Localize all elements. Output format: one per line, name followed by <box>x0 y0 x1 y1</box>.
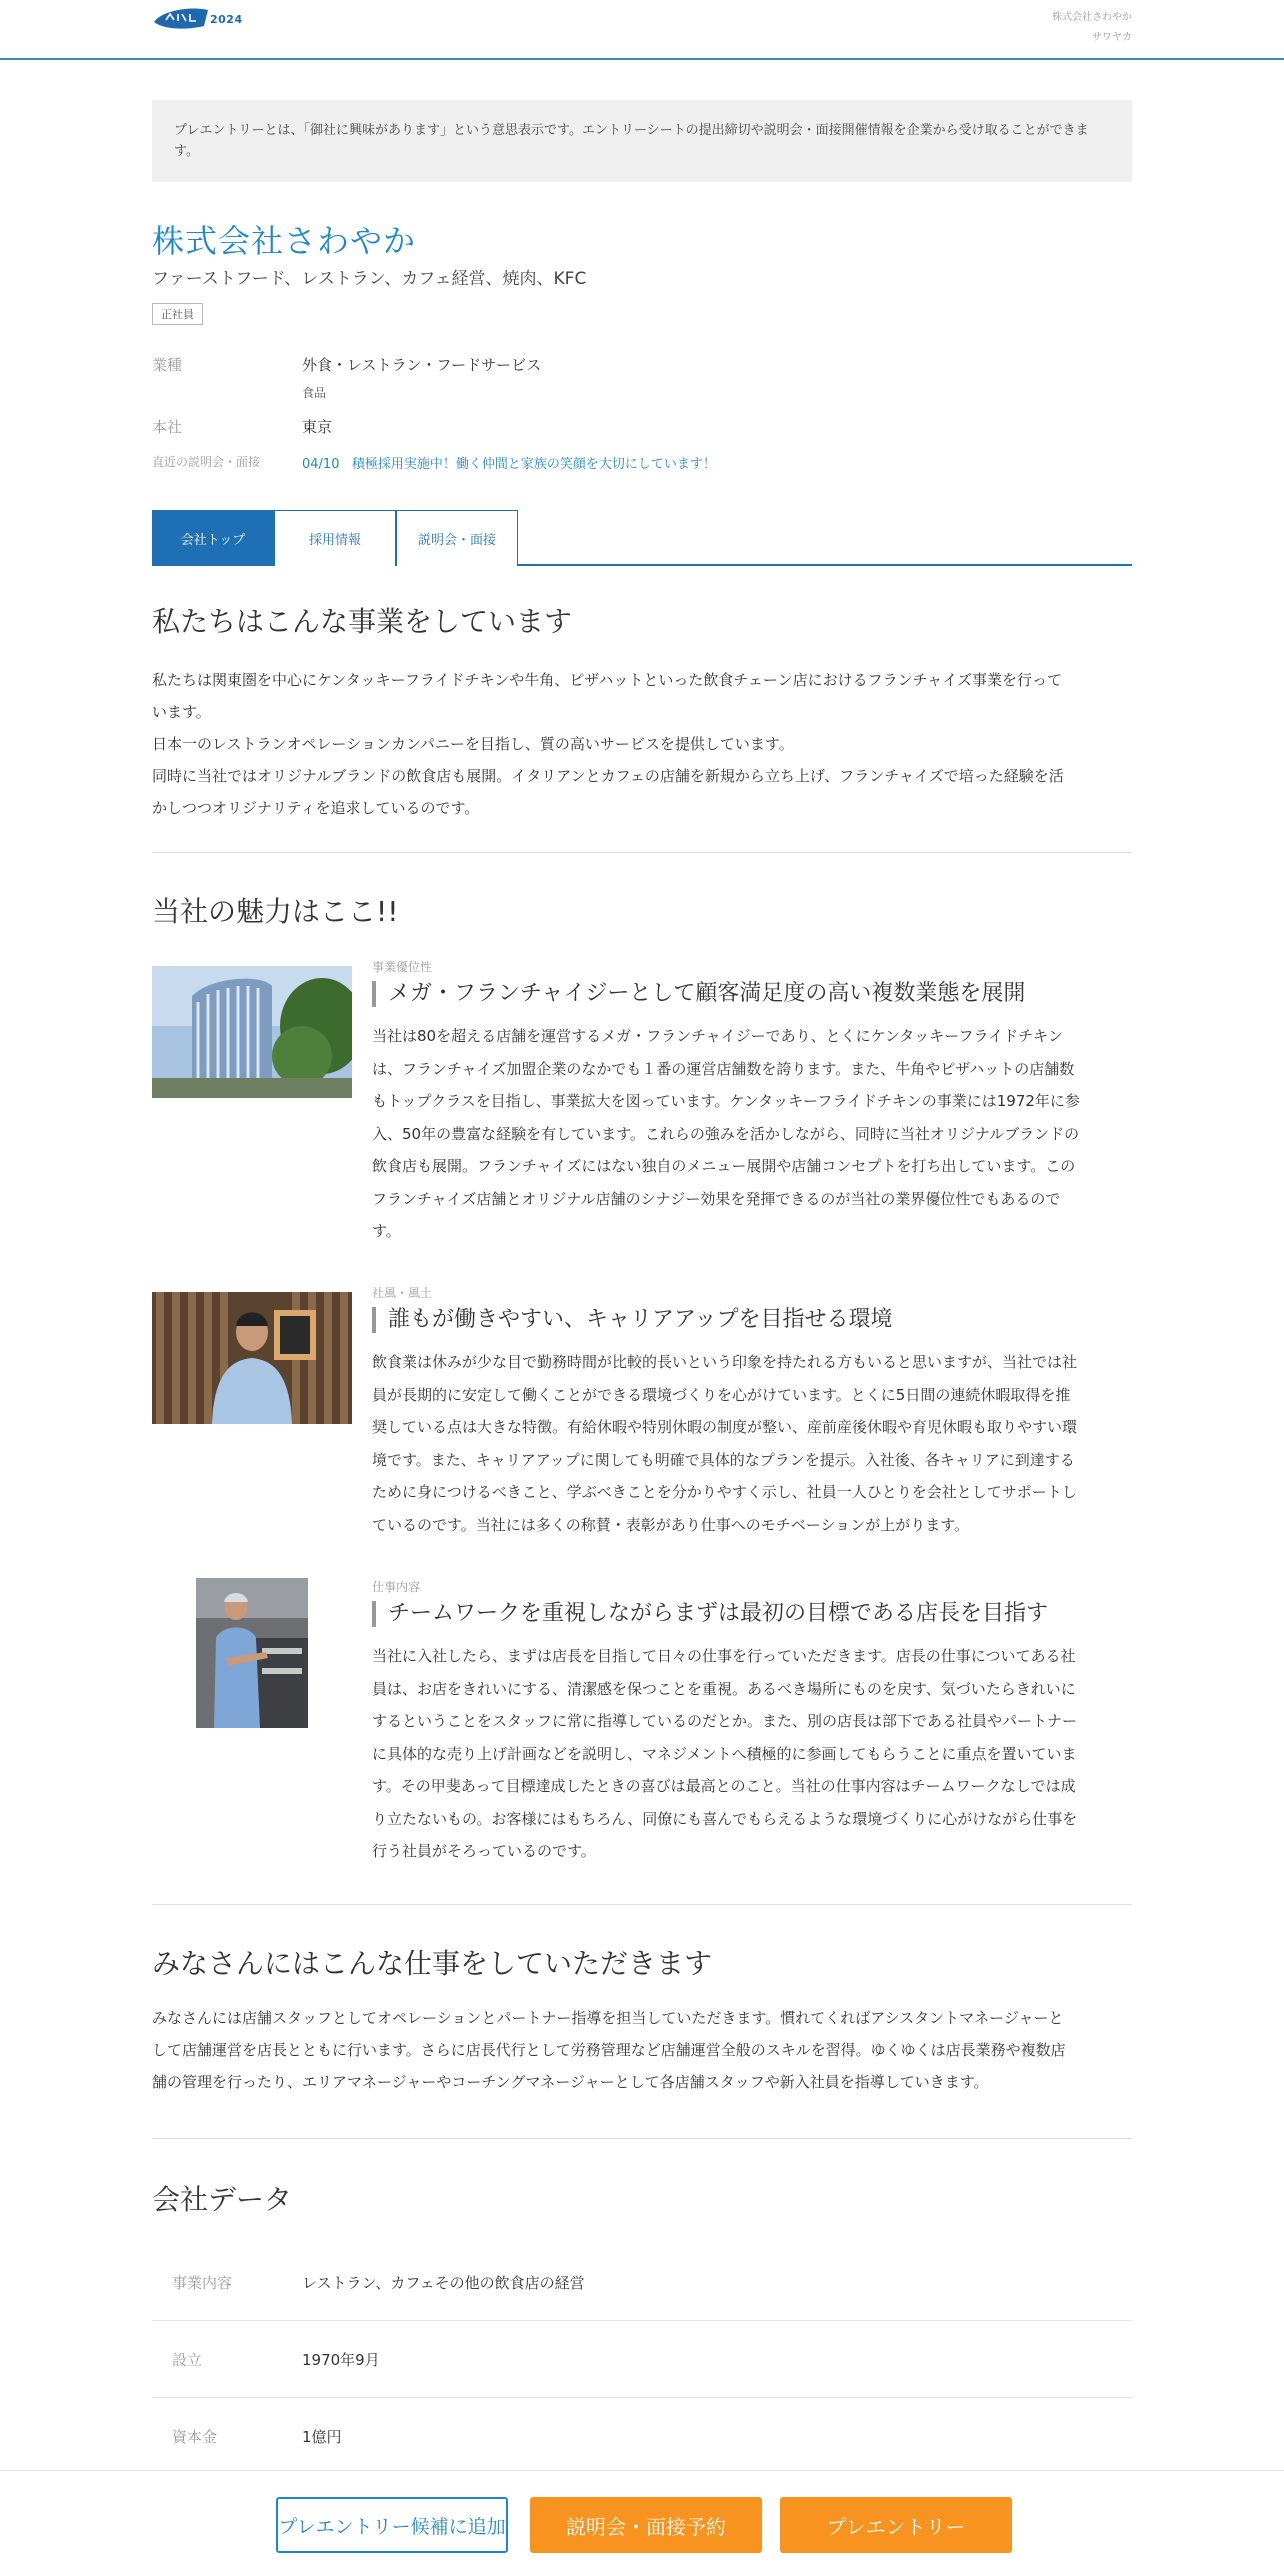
company-data-row <box>152 2244 1132 2321</box>
appeal-title: 当社の魅力はここ!! <box>152 895 399 928</box>
section-divider <box>152 852 1132 853</box>
pre-entry-button[interactable]: プレエントリー <box>780 2497 1012 2553</box>
business-text: 私たちは関東圏を中心にケンタッキーフライドチキンや牛角、ピザハットといった飲食チェーン店におけるフランチャイズ事業を行って います。 日本一のレストランオペレーションカンパニーを目指し、質の高いサービスを提供しています。 同時に当社ではオリジナルブランドの飲食店も展開。イタリアンとカフェの店舗を新規から立ち上げ、フランチャイズで培った経験を活 かしつつオリジナリティを追求しているのです。 <box>152 671 1064 817</box>
event-label: 直近の説明会・面接 <box>152 455 261 469</box>
appeal-category: 事業優位性 <box>372 960 433 974</box>
work-title: みなさんにはこんな仕事をしていただきます <box>152 1947 713 1980</box>
appeal-category: 仕事内容 <box>372 1580 421 1594</box>
logo-year: 2024 <box>210 13 243 26</box>
kitchen-staff-photo <box>196 1578 308 1728</box>
company-name: 株式会社さわやか <box>152 222 417 260</box>
company-tabs <box>152 510 1132 566</box>
business-title: 私たちはこんな事業をしています <box>152 605 573 638</box>
header-company-info <box>1052 8 1132 48</box>
company-data-title: 会社データ <box>152 2183 293 2216</box>
appeal-category: 社風・風土 <box>372 1286 433 1300</box>
data-value: 1970年9月 <box>302 2351 380 2369</box>
appeal-item-body: 当社は80を超える店舗を運営するメガ・フランチャイジーであり、とくにケンタッキーフライドチキン は、フランチャイズ加盟企業のなかでも１番の運営店舗数を誇ります。また、牛角やピザハットの店舗数 もトップクラスを目指し、事業拡大を図っています。ケンタッキーフライドチキンの事業には1972年に参 入、50年の豊富な経験を有しています。これらの強みを活かしながら、同時に当社オリジナルブランドの 飲食店も展開。フランチャイズにはない独自のメニュー展開や店舗コンセプトを打ち出しています。この フランチャイズ店舗とオリジナル店舗のシナジー効果を発揮できるのが当社の業界優位性でもあるので す。 <box>372 1027 1080 1240</box>
reserve-seminar-button[interactable]: 説明会・面接予約 <box>530 2497 762 2553</box>
staff-portrait-photo <box>152 1292 352 1424</box>
data-value: 1億円 <box>302 2428 342 2446</box>
hq-label: 本社 <box>152 418 183 436</box>
header-company-name: 株式会社さわやか <box>1052 12 1132 23</box>
rikunabi-logo[interactable] <box>152 4 298 32</box>
data-label: 事業内容 <box>172 2274 233 2292</box>
hq-value: 東京 <box>302 418 333 436</box>
section-divider <box>152 2138 1132 2139</box>
company-subtitle: ファーストフード、レストラン、カフェ経営、焼肉、KFC <box>152 269 587 289</box>
event-link[interactable] <box>302 453 716 472</box>
appeal-item-title: 誰もが働きやすい、キャリアアップを目指せる環境 <box>372 1307 892 1333</box>
employment-badge: 正社員 <box>152 303 203 325</box>
section-divider <box>152 1904 1132 1905</box>
tab-seminar-interview[interactable]: 説明会・面接 <box>396 510 518 566</box>
company-data-row <box>152 2321 1132 2398</box>
work-text: みなさんには店舗スタッフとしてオペレーションとパートナー指導を担当していただきます。慣れてくればアシスタントマネージャーと して店舗運営を店長とともに行います。さらに店長代行として労務管理など店舗運営全般のスキルを習得。ゆくゆくは店長業務や複数店 舗の管理を行ったり、エリアマネージャーやコーチングマネージャーとして各店舗スタッフや新入社員を指導していきます。 <box>152 2009 1066 2091</box>
data-value: レストラン、カフェその他の飲食店の経営 <box>302 2274 585 2292</box>
pre-entry-notice: プレエントリーとは、「御社に興味があります」という意思表示です。エントリーシートの提出締切や説明会・面接開催情報を企業から受け取ることができます。 <box>152 100 1132 182</box>
appeal-item-title: メガ・フランチャイジーとして顧客満足度の高い複数業態を展開 <box>372 981 1025 1007</box>
event-text: 積極採用実施中！働く仲間と家族の笑顔を大切にしています！ <box>351 457 716 472</box>
header-company-kana: サワヤカ <box>1092 32 1132 43</box>
appeal-item-body: 当社に入社したら、まずは店長を目指して日々の仕事を行っていただきます。店長の仕事についてある社 員は、お店をきれいにする、清潔感を保つことを重視。あるべき場所にものを戻す、気づいたらきれいに するということをスタッフに常に指導しているのだとか。また、別の店長は部下である社員やパートナー に具体的な売り上げ計画などを説明し、マネジメントへ積極的に参画してもらうことに重点を置いていま す。その甲斐あって目標達成したときの喜びは最高とのこと。当社の仕事内容はチームワークなしでは成 り立たないもの。お客様にはもちろん、同僚にも喜んでもらえるような環境づくりに心がけながら仕事を 行う社員がそろっているのです。 <box>372 1647 1078 1860</box>
bottom-action-bar <box>0 2470 1284 2568</box>
company-data-row <box>152 2398 1132 2475</box>
industry-label: 業種 <box>152 356 183 374</box>
industry-value: 外食・レストラン・フードサービス <box>302 356 542 374</box>
appeal-item-title: チームワークを重視しながらまずは最初の目標である店長を目指す <box>372 1601 1048 1627</box>
tab-recruit-info[interactable]: 採用情報 <box>274 510 396 566</box>
data-label: 設立 <box>172 2351 203 2369</box>
site-header <box>0 0 1284 60</box>
industry-sub: 食品 <box>302 386 327 400</box>
tab-company-top[interactable]: 会社トップ <box>152 510 274 566</box>
appeal-item-body: 飲食業は休みが少な目で勤務時間が比較的長いという印象を持たれる方もいると思いますが、当社では社 員が長期的に安定して働くことができる環境づくりを心がけています。とくに5日間の連続休暇取得を推 奨している点は大きな特徴。有給休暇や特別休暇の制度が整い、産前産後休暇や育児休暇も取りやすい環 境です。また、キャリアアップに関しても明確で具体的なプランを提示。入社後、各キャリアに到達する ために身につけるべきこと、学ぶべきことを分かりやすく示し、社員一人ひとりを会社としてサポートし ているのです。当社には多くの称賛・表彰があり仕事へのモチベーションが上がります。 <box>372 1353 1078 1534</box>
add-candidate-button[interactable]: プレエントリー候補に追加 <box>276 2497 508 2553</box>
event-date: 04/10 <box>302 457 340 472</box>
office-building-photo <box>152 966 352 1098</box>
data-label: 資本金 <box>172 2428 218 2446</box>
